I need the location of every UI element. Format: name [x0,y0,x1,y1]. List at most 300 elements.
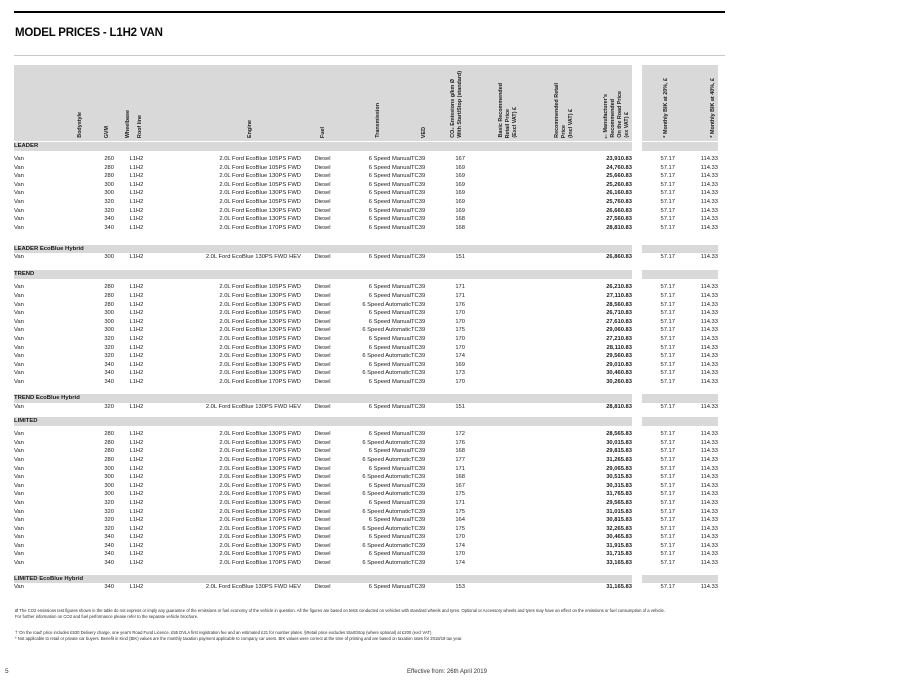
cell-fuel: Diesel [314,448,331,455]
cell-wheelbase: L1 [129,482,136,489]
cell-co2-emissions: 170 [455,344,465,351]
cell-monthly-bik-20: 57.17 [660,551,675,558]
col-header-label: * Monthly BIK at 40%, £ [710,78,716,138]
cell-co2-emissions: 153 [455,584,465,591]
column-gap [632,301,642,310]
cell-basic-rrp-excl-vat [465,550,519,559]
cell-engine: 2.0L Ford EcoBlue 130PS FWD HEV [205,584,301,591]
col-header-label: Price [561,124,567,138]
cell-ved: TC39 [411,361,426,368]
cell-co2-emissions: 170 [455,310,465,317]
cell-monthly-bik-40: 114.33 [700,344,718,351]
column-gap [632,456,642,465]
column-gap [632,155,642,164]
cell-fuel: Diesel [314,216,331,223]
cell-wheelbase: L1 [129,584,136,591]
cell-transmission: 6 Speed Automatic [362,508,411,515]
cell-monthly-bik-40: 114.33 [700,164,718,171]
column-gap [632,361,642,370]
cell-otr-price-ex-vat: 29,560.83 [606,353,632,360]
cell-bodystyle: Van [14,318,24,325]
table-row [14,181,718,190]
cell-basic-rrp-excl-vat [465,155,519,164]
column-gap [632,583,642,592]
cell-co2-emissions: 176 [455,301,465,308]
column-gap [632,164,642,173]
cell-monthly-bik-40: 114.33 [700,403,718,410]
cell-engine: 2.0L Ford EcoBlue 130PS FWD [219,542,301,549]
cell-ved: TC39 [411,542,426,549]
cell-fuel: Diesel [314,318,331,325]
cell-ved: TC39 [411,181,426,188]
cell-monthly-bik-40: 114.33 [700,310,718,317]
cell-co2-emissions: 169 [455,164,465,171]
cell-bodystyle: Van [14,560,24,567]
cell-monthly-bik-20: 57.17 [660,499,675,506]
col-header-label: (Excl VAT) £ [512,107,518,138]
cell-transmission: 6 Speed Manual [368,156,411,162]
cell-otr-price-ex-vat: 29,060.83 [606,327,632,334]
cell-basic-rrp-excl-vat [465,344,519,353]
cell-bodystyle: Van [14,403,24,410]
section-header: TREND [14,270,632,279]
cell-engine: 2.0L Ford EcoBlue 130PS FWD [219,353,301,360]
cell-bodystyle: Van [14,491,24,498]
cell-basic-rrp-excl-vat [465,516,519,525]
cell-ved: TC39 [411,344,426,351]
table-row [14,583,718,592]
cell-engine: 2.0L Ford EcoBlue 130PS FWD [219,370,301,377]
cell-rrp-incl-vat [519,473,574,482]
cell-ved: TC39 [411,456,426,463]
cell-rrp-incl-vat [519,542,574,551]
cell-gvm: 340 [104,560,114,567]
cell-ved: TC39 [411,216,426,223]
column-gap [632,309,642,318]
cell-bodystyle: Van [14,378,24,385]
cell-transmission: 6 Speed Manual [368,293,411,300]
cell-bodystyle: Van [14,431,24,438]
table-row [14,378,718,387]
cell-monthly-bik-40: 114.33 [700,370,718,377]
cell-monthly-bik-20: 57.17 [660,190,675,197]
cell-otr-price-ex-vat: 24,760.83 [606,164,632,171]
cell-rrp-incl-vat [519,292,574,301]
cell-roof-line: H2 [136,156,144,162]
cell-roof-line: H2 [136,301,144,308]
cell-roof-line: H2 [136,534,144,541]
column-gap [632,516,642,525]
cell-monthly-bik-20: 57.17 [660,534,675,541]
cell-co2-emissions: 175 [455,508,465,515]
column-gap [632,430,642,439]
cell-wheelbase: L1 [129,542,136,549]
cell-otr-price-ex-vat: 27,110.83 [606,293,632,300]
column-gap [632,344,642,353]
cell-engine: 2.0L Ford EcoBlue 105PS FWD [219,181,301,188]
col-header-engine [159,65,301,142]
cell-fuel: Diesel [314,551,331,558]
table-row [14,335,718,344]
cell-otr-price-ex-vat: 30,515.83 [606,474,632,481]
cell-ved: TC39 [411,224,426,231]
cell-otr-price-ex-vat: 27,610.83 [606,318,632,325]
cell-transmission: 6 Speed Automatic [362,327,411,334]
cell-otr-price-ex-vat: 28,810.83 [606,403,632,410]
cell-bodystyle: Van [14,207,24,214]
cell-gvm: 320 [104,508,114,515]
cell-roof-line: H2 [136,198,144,205]
cell-basic-rrp-excl-vat [465,447,519,456]
footnotes [15,608,715,642]
table-row [14,164,718,173]
cell-monthly-bik-40: 114.33 [700,560,718,567]
cell-monthly-bik-40: 114.33 [700,482,718,489]
cell-monthly-bik-20: 57.17 [660,508,675,515]
cell-rrp-incl-vat [519,378,574,387]
column-gap [632,65,642,142]
cell-monthly-bik-20: 57.17 [660,198,675,205]
cell-otr-price-ex-vat: 33,165.83 [606,560,632,567]
cell-roof-line: H2 [136,224,144,231]
cell-monthly-bik-20: 57.17 [660,465,675,472]
cell-engine: 2.0L Ford EcoBlue 130PS FWD [219,173,301,180]
cell-wheelbase: L1 [129,465,136,472]
column-gap [632,142,642,151]
cell-wheelbase: L1 [129,525,136,532]
cell-rrp-incl-vat [519,318,574,327]
column-gap [632,559,642,568]
cell-rrp-incl-vat [519,482,574,491]
cell-engine: 2.0L Ford EcoBlue 170PS FWD [219,517,301,524]
cell-monthly-bik-20: 57.17 [660,560,675,567]
cell-bodystyle: Van [14,525,24,532]
cell-transmission: 6 Speed Manual [368,318,411,325]
cell-bodystyle: Van [14,173,24,180]
col-header-label: (Incl VAT) £ [568,109,574,138]
cell-otr-price-ex-vat: 27,560.83 [606,216,632,223]
col-header-label: With Start/Stop (standard) [457,71,463,138]
cell-ved: TC39 [411,156,426,162]
cell-gvm: 280 [104,293,114,300]
cell-transmission: 6 Speed Manual [368,310,411,317]
col-header-rrp-incl-vat [519,65,574,142]
cell-monthly-bik-20: 57.17 [660,448,675,455]
cell-fuel: Diesel [314,181,331,188]
table-row [14,253,718,262]
cell-bodystyle: Van [14,293,24,300]
cell-engine: 2.0L Ford EcoBlue 130PS FWD [219,439,301,446]
cell-roof-line: H2 [136,164,144,171]
cell-gvm: 300 [104,465,114,472]
cell-fuel: Diesel [314,431,331,438]
cell-basic-rrp-excl-vat [465,207,519,216]
cell-monthly-bik-20: 57.17 [660,164,675,171]
cell-fuel: Diesel [314,327,331,334]
cell-fuel: Diesel [314,207,331,214]
cell-transmission: 6 Speed Manual [368,173,411,180]
cell-monthly-bik-40: 114.33 [700,525,718,532]
cell-transmission: 6 Speed Automatic [362,542,411,549]
cell-engine: 2.0L Ford EcoBlue 130PS FWD [219,318,301,325]
cell-transmission: 6 Speed Automatic [362,439,411,446]
cell-wheelbase: L1 [129,181,136,188]
cell-fuel: Diesel [314,198,331,205]
cell-engine: 2.0L Ford EcoBlue 105PS FWD [219,310,301,317]
cell-co2-emissions: 172 [455,431,465,438]
cell-wheelbase: L1 [129,336,136,342]
cell-roof-line: H2 [136,403,144,410]
section-header-bik-band [642,244,718,253]
cell-otr-price-ex-vat: 26,210.83 [606,284,632,291]
cell-otr-price-ex-vat: 25,760.83 [606,198,632,205]
cell-transmission: 6 Speed Manual [368,431,411,438]
cell-wheelbase: L1 [129,448,136,455]
col-header-roof-line [136,65,159,142]
cell-ved: TC39 [411,499,426,506]
cell-engine: 2.0L Ford EcoBlue 130PS FWD [219,474,301,481]
section-band-row [14,417,718,426]
cell-rrp-incl-vat [519,403,574,412]
cell-basic-rrp-excl-vat [465,292,519,301]
cell-wheelbase: L1 [129,534,136,541]
cell-ved: TC39 [411,482,426,489]
col-header-label: On the Road Price [617,91,623,138]
column-gap [632,326,642,335]
cell-roof-line: H2 [136,327,144,334]
cell-monthly-bik-40: 114.33 [700,216,718,223]
cell-gvm: 260 [104,156,114,162]
cell-bodystyle: Van [14,551,24,558]
cell-ved: TC39 [411,173,426,180]
cell-roof-line: H2 [136,318,144,325]
cell-monthly-bik-20: 57.17 [660,456,675,463]
col-header-fuel [301,65,344,142]
col-header-label: Recommended [610,99,616,138]
cell-monthly-bik-20: 57.17 [660,482,675,489]
cell-monthly-bik-20: 57.17 [660,216,675,223]
cell-ved: TC39 [411,584,426,591]
cell-transmission: 6 Speed Manual [368,403,411,410]
cell-wheelbase: L1 [129,198,136,205]
cell-monthly-bik-20: 57.17 [660,310,675,317]
column-gap [632,318,642,327]
cell-co2-emissions: 173 [455,370,465,377]
cell-roof-line: H2 [136,584,144,591]
cell-monthly-bik-40: 114.33 [700,181,718,188]
cell-roof-line: H2 [136,216,144,223]
cell-gvm: 340 [104,551,114,558]
cell-engine: 2.0L Ford EcoBlue 130PS FWD [219,207,301,214]
section-header: LEADER EcoBlue Hybrid [14,244,632,253]
cell-wheelbase: L1 [129,361,136,368]
cell-gvm: 340 [104,370,114,377]
cell-otr-price-ex-vat: 28,810.83 [606,224,632,231]
cell-basic-rrp-excl-vat [465,378,519,387]
col-header-basic-rrp-excl-vat [465,65,519,142]
column-gap [632,574,642,583]
cell-monthly-bik-40: 114.33 [700,542,718,549]
cell-engine: 2.0L Ford EcoBlue 130PS FWD [219,327,301,334]
cell-rrp-incl-vat [519,155,574,164]
cell-rrp-incl-vat [519,335,574,344]
footnote-co2-line2: For further information on CO2 and fuel performance please refer to the separate vehicle brochure. [15,614,199,620]
cell-wheelbase: L1 [129,474,136,481]
cell-monthly-bik-40: 114.33 [700,318,718,325]
section-band-row [14,142,718,151]
cell-engine: 2.0L Ford EcoBlue 170PS FWD [219,448,301,455]
cell-otr-price-ex-vat: 25,660.83 [606,173,632,180]
cell-gvm: 280 [104,431,114,438]
cell-rrp-incl-vat [519,181,574,190]
cell-otr-price-ex-vat: 29,065.83 [606,465,632,472]
cell-gvm: 340 [104,224,114,231]
cell-monthly-bik-20: 57.17 [660,378,675,385]
cell-bodystyle: Van [14,254,24,261]
cell-basic-rrp-excl-vat [465,335,519,344]
cell-roof-line: H2 [136,439,144,446]
cell-gvm: 280 [104,164,114,171]
footnote-bik: * Not applicable to retail or private car buyers. Benefit in Kind (BIK) values are the monthly taxation payment applicable to company car users. BIK values were correct at the time of printing and are based on taxation rates for 2018/19 tax year. [15,635,463,641]
cell-co2-emissions: 169 [455,173,465,180]
cell-otr-price-ex-vat: 23,910.83 [606,156,632,162]
cell-rrp-incl-vat [519,430,574,439]
column-gap [632,224,642,233]
cell-transmission: 6 Speed Automatic [362,456,411,463]
col-header-label: VED [421,126,427,138]
cell-gvm: 320 [104,353,114,360]
cell-co2-emissions: 175 [455,327,465,334]
cell-fuel: Diesel [314,491,331,498]
cell-monthly-bik-20: 57.17 [660,207,675,214]
column-gap [632,542,642,551]
col-header-label: Roof line [137,114,143,138]
cell-transmission: 6 Speed Manual [368,284,411,291]
cell-gvm: 280 [104,439,114,446]
cell-otr-price-ex-vat: 30,465.83 [606,534,632,541]
cell-co2-emissions: 169 [455,207,465,214]
column-gap [632,490,642,499]
cell-fuel: Diesel [314,439,331,446]
section-band-row [14,244,718,253]
cell-bodystyle: Van [14,508,24,515]
cell-wheelbase: L1 [129,284,136,291]
cell-monthly-bik-40: 114.33 [700,336,718,342]
cell-rrp-incl-vat [519,352,574,361]
cell-bodystyle: Van [14,474,24,481]
table-row [14,198,718,207]
cell-transmission: 6 Speed Manual [368,517,411,524]
cell-ved: TC39 [411,284,426,291]
table-row [14,490,718,499]
cell-ved: TC39 [411,318,426,325]
cell-wheelbase: L1 [129,254,136,261]
cell-fuel: Diesel [314,499,331,506]
cell-wheelbase: L1 [129,370,136,377]
cell-ved: TC39 [411,370,426,377]
cell-roof-line: H2 [136,499,144,506]
table-row [14,473,718,482]
cell-transmission: 6 Speed Automatic [362,370,411,377]
cell-monthly-bik-40: 114.33 [700,465,718,472]
col-header-wheelbase [114,65,136,142]
cell-ved: TC39 [411,439,426,446]
cell-roof-line: H2 [136,431,144,438]
cell-monthly-bik-40: 114.33 [700,173,718,180]
cell-monthly-bik-20: 57.17 [660,353,675,360]
cell-ved: TC39 [411,517,426,524]
cell-fuel: Diesel [314,517,331,524]
cell-monthly-bik-40: 114.33 [700,198,718,205]
cell-roof-line: H2 [136,310,144,317]
cell-basic-rrp-excl-vat [465,490,519,499]
cell-engine: 2.0L Ford EcoBlue 130PS FWD [219,190,301,197]
cell-ved: TC39 [411,353,426,360]
col-header-label: Engine [247,120,253,138]
cell-ved: TC39 [411,560,426,567]
table-row [14,465,718,474]
cell-ved: TC39 [411,310,426,317]
table-row [14,456,718,465]
cell-bodystyle: Van [14,439,24,446]
col-header-bodystyle [14,65,94,142]
cell-monthly-bik-20: 57.17 [660,284,675,291]
column-gap [632,508,642,517]
cell-fuel: Diesel [314,310,331,317]
cell-monthly-bik-40: 114.33 [700,456,718,463]
cell-basic-rrp-excl-vat [465,215,519,224]
cell-monthly-bik-40: 114.33 [700,551,718,558]
cell-rrp-incl-vat [519,172,574,181]
cell-basic-rrp-excl-vat [465,283,519,292]
col-header-label: GVM [104,125,110,138]
column-gap [632,533,642,542]
cell-fuel: Diesel [314,301,331,308]
cell-engine: 2.0L Ford EcoBlue 170PS FWD [219,560,301,567]
col-header-label: * Monthly BIK at 20%, £ [663,78,669,138]
cell-wheelbase: L1 [129,551,136,558]
cell-monthly-bik-40: 114.33 [700,378,718,385]
cell-basic-rrp-excl-vat [465,309,519,318]
cell-gvm: 320 [104,198,114,205]
cell-monthly-bik-20: 57.17 [660,336,675,342]
cell-bodystyle: Van [14,164,24,171]
cell-rrp-incl-vat [519,583,574,592]
cell-transmission: 6 Speed Manual [368,361,411,368]
cell-roof-line: H2 [136,207,144,214]
cell-co2-emissions: 167 [455,482,465,489]
title-rule [14,55,725,56]
spacer-cell [14,262,718,270]
column-gap [632,525,642,534]
spacer-cell [14,232,718,244]
section-header: LIMITED [14,417,632,426]
cell-fuel: Diesel [314,164,331,171]
cell-ved: TC39 [411,190,426,197]
cell-transmission: 6 Speed Manual [368,254,411,261]
cell-monthly-bik-40: 114.33 [700,431,718,438]
top-rule [14,11,725,13]
cell-fuel: Diesel [314,534,331,541]
cell-fuel: Diesel [314,284,331,291]
cell-engine: 2.0L Ford EcoBlue 130PS FWD [219,465,301,472]
cell-rrp-incl-vat [519,207,574,216]
cell-wheelbase: L1 [129,207,136,214]
column-gap [632,369,642,378]
column-gap [632,417,642,426]
table-row [14,309,718,318]
col-header-label: Wheelbase [125,109,131,138]
